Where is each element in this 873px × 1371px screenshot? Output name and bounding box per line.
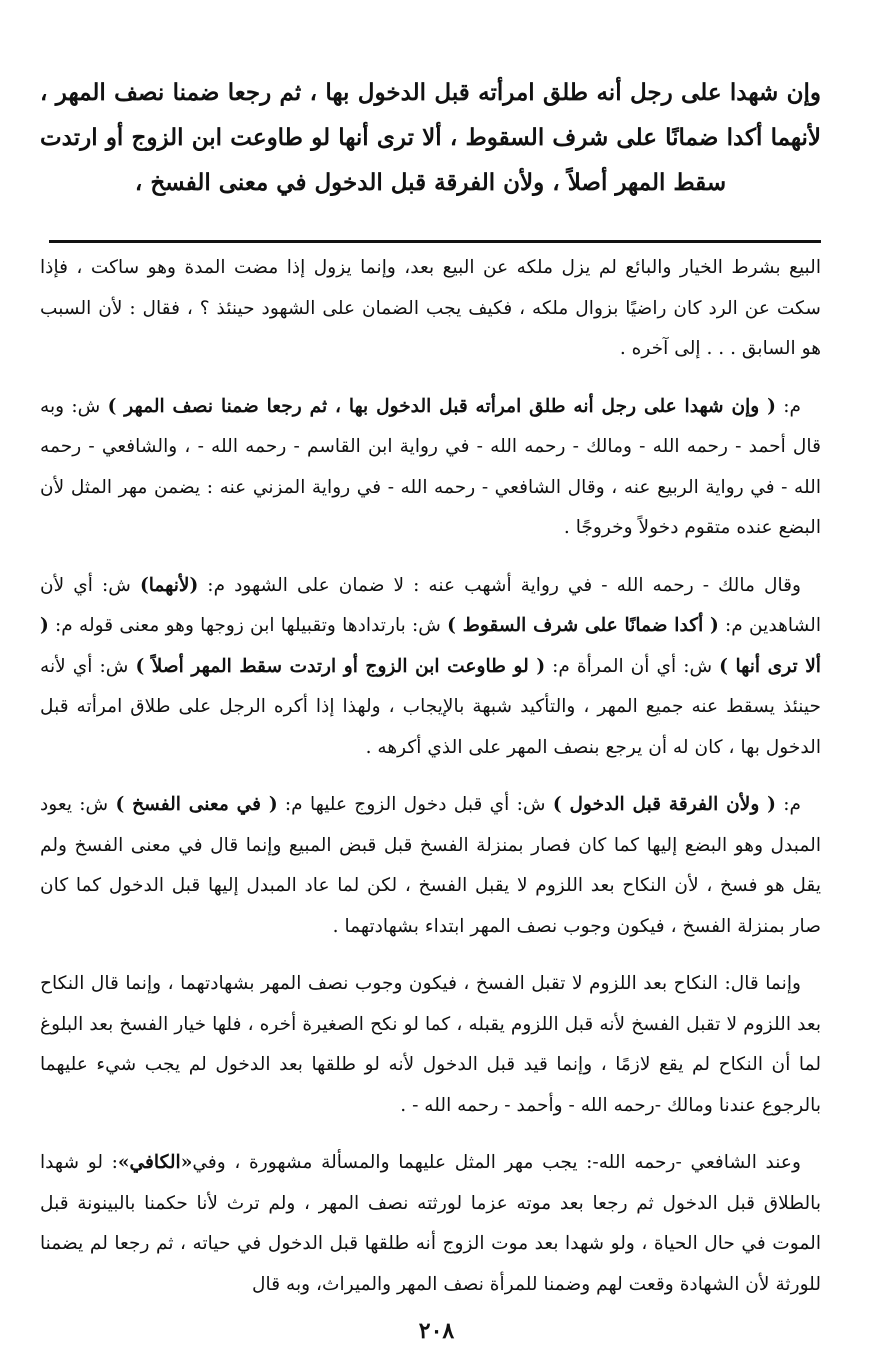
text-run: ش: بارتدادها وتقبيلها ابن زوجها وهو معنى قوله م: (48, 615, 448, 636)
commentary-paragraph (40, 785, 821, 947)
text-run: ش: أي أن المرأة م: (545, 655, 720, 677)
text-run: ش: أي لأن الشاهدين م: (40, 574, 821, 636)
main-text-matn (40, 70, 821, 205)
commentary-sharh (40, 248, 821, 1322)
commentary-paragraph (40, 566, 821, 769)
paragraph-text: وإنما قال: النكاح بعد اللزوم لا تقبل الفسخ ، فيكون وجوب نصف المهر بشهادتهما ، وإنما قال النكاح بعد اللزوم لا تقبل الفسخ لأنه قبل اللزوم يقبله ، كما لو نكح الصغيرة أخره ، فلها خيار الفسخ بعد البلوغ لما أن النكاح لم يقع لازمًا ، وإنما قيد قبل الدخول لأنه لو طلقها بعد الدخول لم يجب شيء عليهما بالرجوع عندنا ومالك -رحمه الله - وأحمد - رحمه الله - . (40, 973, 821, 1116)
text-run: م: (775, 794, 801, 815)
footnote-separator-line (49, 240, 821, 243)
paragraph-text: البيع بشرط الخيار والبائع لم يزل ملكه عن البيع بعد، وإنما يزول إذا مضت المدة وهو ساكت ، فإذا سكت عن الرد كان راضيًا بزوال ملكه ، فكيف يجب الضمان على الشهود حينئذ ؟ ، فقال : لأن السبب هو السابق . . . إلى آخره . (40, 257, 821, 359)
bold-quote: ( لو طاوعت ابن الزوج أو ارتدت سقط المهر أصلاً ) (135, 655, 546, 677)
bold-quote: ( ألا ترى أنها ) (40, 615, 821, 677)
text-run: ش: أي قبل دخول الزوج عليها م: (277, 794, 553, 815)
commentary-paragraph (40, 387, 821, 549)
matn-text: وإن شهدا على رجل أنه طلق امرأته قبل الدخول بها ، ثم رجعا ضمنا نصف المهر ، لأنهما أكدا ضمانًا على شرف السقوط ، ألا ترى أنها لو طاوعت ابن الزوج أو ارتدت سقط المهر أصلاً ، ولأن الفرقة قبل الدخول في معنى الفسخ ، (40, 79, 821, 196)
bold-quote: ( ولأن الفرقة قبل الدخول ) (552, 794, 776, 815)
page-number: ٢٠٨ (418, 1318, 455, 1344)
bold-quote: ( أكدا ضمانًا على شرف السقوط ) (447, 615, 719, 636)
text-run: ش: وبه قال أحمد - رحمه الله - ومالك - رحمه الله - في رواية ابن القاسم - رحمه الله - ، والشافعي - رحمه الله - في رواية الربيع عنه ، وقال الشافعي - رحمه الله - في رواية المزني عنه : يضمن مهر المثل لأن البضع عنده متقوم دخولاً وخروجًا . (40, 395, 821, 538)
commentary-paragraph (40, 1143, 821, 1305)
text-run: ش: يعود المبدل وهو البضع إليها كما كان فصار بمنزلة الفسخ قبل قبض المبيع وإنما قال في معنى الفسخ ولم يقل هو فسخ ، لأن النكاح بعد اللزوم لا يقبل الفسخ ، لكن لما عاد المبدل إليها قبل الدخول كما كان صار بمنزلة الفسخ ، فيكون وجوب نصف المهر ابتداء بشهادتهما . (40, 794, 821, 937)
text-run: : لو شهدا بالطلاق قبل الدخول ثم رجعا بعد موته عزما لورثته نصف المهر ، ولم ترث لأنا حكمنا بالبينونة قبل الموت في حال الحياة ، ولو شهدا بعد موت الزوج أنه طلقها قبل الدخول في حياته ، ثم رجعا لم يضمنا للورثة لأن الشهادة وقعت لهم وضمنا للمرأة نصف المهر والميراث، وبه قال (40, 1152, 821, 1295)
text-run: وقال مالك - رحمه الله - في رواية أشهب عنه : لا ضمان على الشهود م: (198, 574, 802, 596)
commentary-paragraph (40, 248, 821, 370)
bold-quote: «الكافي» (117, 1152, 193, 1173)
bold-quote: ( في معنى الفسخ ) (115, 794, 278, 815)
text-run: م: (775, 395, 801, 417)
bold-quote: (لأنهما) (139, 574, 199, 596)
text-run: ش: أي لأنه حينئذ يسقط عنه جميع المهر ، والتأكيد شبهة بالإيجاب ، ولهذا إذا أكره الرجل على طلاق امرأته قبل الدخول بها ، كان له أن يرجع بنصف المهر على الذي أكرهه . (40, 655, 821, 758)
bold-quote: ( وإن شهدا على رجل أنه طلق امرأته قبل الدخول بها ، ثم رجعا ضمنا نصف المهر ) (107, 395, 776, 417)
commentary-paragraph (40, 964, 821, 1126)
text-run: وعند الشافعي -رحمه الله-: يجب مهر المثل عليهما والمسألة مشهورة ، وفي (192, 1152, 801, 1173)
